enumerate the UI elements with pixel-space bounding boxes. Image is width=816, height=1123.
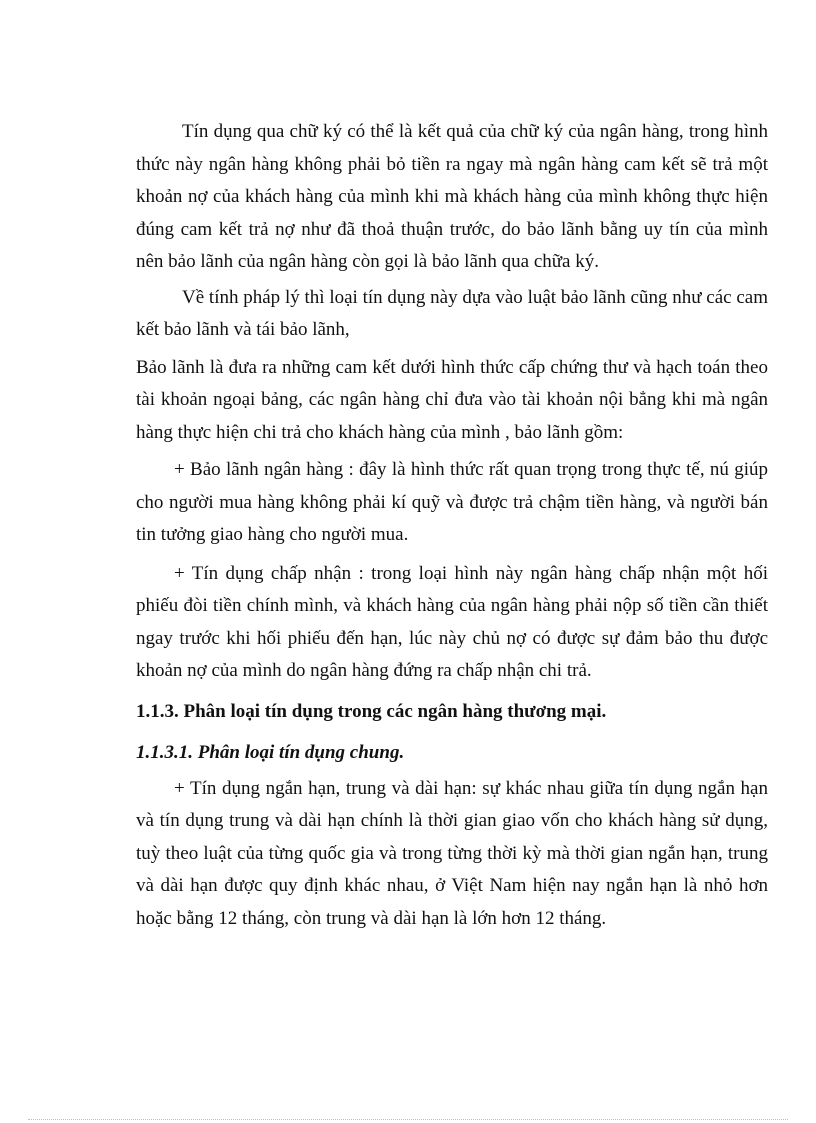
page-bottom-divider <box>28 1119 788 1120</box>
paragraph-guarantee-definition: Bảo lãnh là đưa ra những cam kết dưới hình thức cấp chứng thư và hạch toán theo tài khoản ngoại bảng, các ngân hàng chỉ đưa vào tài khoản nội bẳng khi mà ngân hàng thực hiện chi trả cho khách hàng của mình , bảo lãnh gồm: <box>136 356 768 443</box>
section-heading: 1.1.3. Phân loại tín dụng trong các ngân hàng thương mại. <box>136 700 607 722</box>
paragraph-bank-guarantee: + Bảo lãnh ngân hàng : đây là hình thức rất quan trọng trong thực tế, nú giúp cho người mua hàng không phải kí quỹ và được trả chậm tiền hàng, và người bán tin tưởng giao hàng cho người mua. <box>136 459 768 545</box>
paragraph-credit-terms: + Tín dụng ngắn hạn, trung và dài hạn: sự khác nhau giữa tín dụng ngắn hạn và tín dụng trung và dài hạn chính là thời gian giao vốn cho khách hàng sử dụng, tuỳ theo luật của từng quốc gia và trong từng thời kỳ mà thời gian ngắn hạn, trung và dài hạn được quy định khác nhau, ở Việt Nam hiện nay ngắn hạn là nhỏ hơn hoặc bằng 12 tháng, còn trung và dài hạn là lớn hơn 12 tháng. <box>136 777 768 929</box>
subsection-heading: 1.1.3.1. Phân loại tín dụng chung. <box>136 742 405 763</box>
paragraph-legal-basis: Về tính pháp lý thì loại tín dụng này dựa vào luật bảo lãnh cũng như các cam kết bảo lãnh và tái bảo lãnh, <box>136 286 768 340</box>
document-body <box>136 116 768 935</box>
paragraph-acceptance-credit: + Tín dụng chấp nhận : trong loại hình này ngân hàng chấp nhận một hối phiếu đòi tiền chính mình, và khách hàng của ngân hàng phải nộp số tiền cần thiết ngay trước khi hối phiếu đến hạn, lúc này chủ nợ có được sự đảm bảo thu được khoản nợ của mình do ngân hàng đứng ra chấp nhận chi trả. <box>136 562 768 681</box>
paragraph-signature-credit: Tín dụng qua chữ ký có thể là kết quả của chữ ký của ngân hàng, trong hình thức này ngân hàng không phải bỏ tiền ra ngay mà ngân hàng cam kết sẽ trả một khoản nợ của khách hàng của mình khi mà khách hàng của mình không thực hiện đúng cam kết trả nợ như đã thoả thuận trước, do bảo lãnh bằng uy tín của mình nên bảo lãnh của ngân hàng còn gọi là bảo lãnh qua chữa ký. <box>136 121 768 272</box>
